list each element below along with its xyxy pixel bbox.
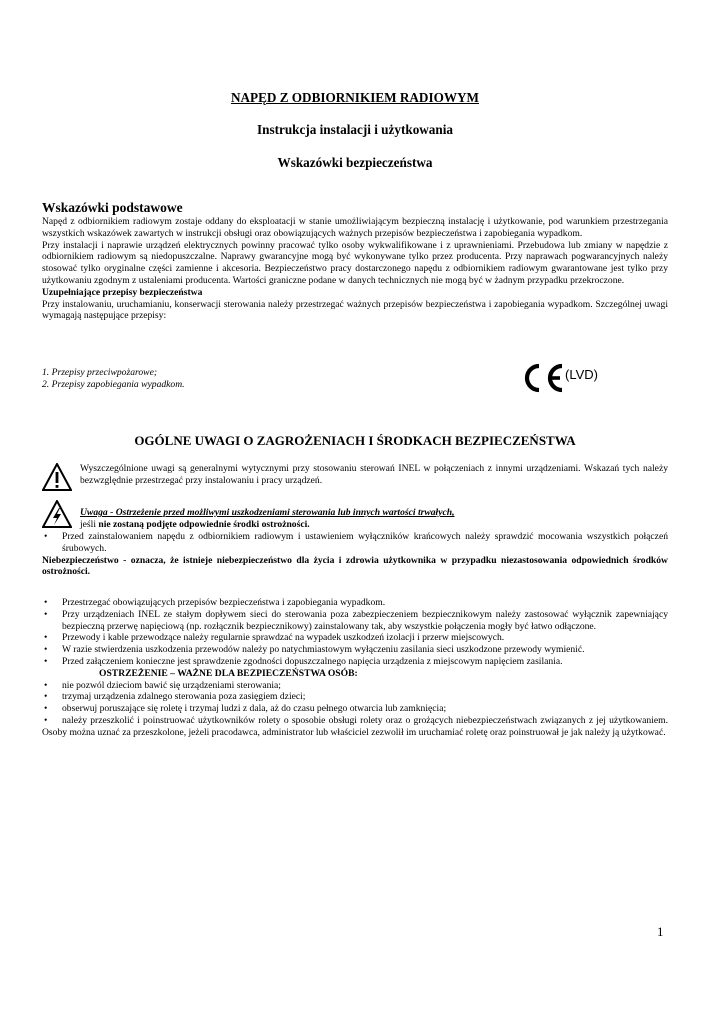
page-number: 1 xyxy=(657,924,664,939)
rule-2: 2. Przepisy zapobiegania wypadkom. xyxy=(42,378,185,390)
persons-bullet-1: • nie pozwól dzieciom bawić się urządzeniami sterowania; xyxy=(42,680,668,692)
safety-bullets xyxy=(42,597,668,739)
persons-last-paragraph: • należy przeszkolić i poinstruować użytkowników rolety o sposobie obsługi rolety oraz o grożących niebezpieczeństwach związanych z jej użytkowaniem. Osoby można uznać za przeszkolone, jeżeli pracodawca, administrator lub właściciel zezwolił im uruchamiać roletę oraz poinstruował je jak należy ją użytkować. xyxy=(42,714,668,738)
persons-bullet-2: • trzymaj urządzenia zdalnego sterowania poza zasięgiem dzieci; xyxy=(42,691,668,703)
safety-bullet-5: • Przed załączeniem konieczne jest sprawdzenie zgodności dopuszczalnego napięcia urządzenia z miejscowym napięciem zasilania. xyxy=(42,656,668,668)
supplementary-heading: Uzupełniające przepisy bezpieczeństwa xyxy=(42,286,203,298)
safety-bullet-2: • Przy urządzeniach INEL ze stałym dopływem sieci do sterowania poza zabezpieczeniem bezpiecznikowym należy zastosować wyłącznik zapewniający bezpieczną przerwę napięciową (np. rozłącznik bezpiecznikowy) zainstalowany tak, aby wszystkie połączenia mogły być łatwo odłączone. xyxy=(42,609,668,633)
general-heading: OGÓLNE UWAGI O ZAGROŻENIACH I ŚRODKACH BEZPIECZEŃSTWA xyxy=(134,433,576,448)
persons-bullet-3: • obserwuj poruszające się roletę i trzymaj ludzi z dala, aż do czasu pełnego otwarcia lub zamknięcia; xyxy=(42,703,668,715)
lvd-label: (LVD) xyxy=(565,367,598,382)
caution-line-1: Uwaga - Ostrzeżenie przed możliwymi uszkodzeniami sterowania lub innych wartości trwałych, xyxy=(80,507,455,518)
rules-list xyxy=(42,367,362,391)
basics-heading: Wskazówki podstawowe xyxy=(42,200,183,215)
general-paragraph: Wyszczególnione uwagi są generalnymi wytycznymi przy stosowaniu sterowań INEL w połączeniach z innymi urządzeniami. Wskazań tych należy bezwzględnie przestrzegać przy instalowaniu i pracy urządzeń. xyxy=(80,463,668,486)
persons-heading: OSTRZEŻENIE – WAŻNE DLA BEZPIECZEŃSTWA OSÓB: xyxy=(99,667,358,679)
basics-paragraph-2: Przy instalacji i naprawie urządzeń elektrycznych powinny pracować tylko osoby wykwalifikowane i z uprawnieniami. Przebudowa lub zmiany w napędzie z odbiornikiem radiowym są niedopuszczalne. Naprawy gwarancyjne mogą być wykonywane tylko przez producenta. Przy naprawach pogwarancyjnych należy stosować tylko oryginalne części zamienne i akcesoria. Bezpieczeństwo pracy dostarczonego napędu z odbiornikiem radiowym gwarantowane jest tylko przy użytkowaniu zgodnym z ustaleniami producenta. Wartości graniczne podane w danych technicznych nie mogą być w żadnym przypadku przekroczone. xyxy=(42,239,668,286)
limit-switch-bullet: • Przed zainstalowaniem napędu z odbiornikiem radiowym i ustawieniem wyłączników krańcowych należy sprawdzić mocowania wszystkich połączeń śrubowych. xyxy=(42,531,668,555)
electric-hazard-icon xyxy=(42,500,72,528)
caution-line-2: jeśli nie zostaną podjęte odpowiednie środki ostrożności. xyxy=(80,518,310,530)
supplementary-paragraph: Przy instalowaniu, uruchamianiu, konserwacji sterowania należy przestrzegać ważnych przepisów bezpieczeństwa i zapobiegania wypadkom. Szczególnej uwagi wymagają następujące przepisy: xyxy=(42,298,668,322)
limit-switch-section xyxy=(42,531,668,578)
rule-1: 1. Przepisy przeciwpożarowe; xyxy=(42,367,158,378)
basics-paragraph-1: Napęd z odbiornikiem radiowym zostaje oddany do eksploatacji w stanie umożliwiającym bezpieczną instalację i użytkowanie, pod warunkiem przestrzegania wszystkich wskazówek zawartych w instrukcji obsługi oraz obowiązujących ważnych przepisów bezpieczeństwa i zapobiegania wypadkom. xyxy=(42,216,668,239)
document-title: NAPĘD Z ODBIORNIKIEM RADIOWYM xyxy=(230,90,479,105)
safety-bullet-4: • W razie stwierdzenia uszkodzenia przewodów należy po natychmiastowym wyłączeniu zasilania sieci uszkodzone przewody wymienić. xyxy=(42,644,668,656)
document-subtitle-2: Wskazówki bezpieczeństwa xyxy=(277,155,433,170)
safety-bullet-3: • Przewody i kable przewodzące należy regularnie sprawdzać na wypadek uszkodzeń izolacji i przerw miejscowych. xyxy=(42,632,668,644)
danger-note: Niebezpieczeństwo - oznacza, że istnieje niebezpieczeństwo dla życia i zdrowia użytkownika w przypadku niezastosowania odpowiednich środków ostrożności. xyxy=(42,554,668,578)
basics-section xyxy=(42,216,668,322)
warning-triangle-icon xyxy=(42,463,72,491)
caution-note xyxy=(80,507,668,531)
document-subtitle-1: Instrukcja instalacji i użytkowania xyxy=(257,122,453,137)
safety-bullet-1: • Przestrzegać obowiązujących przepisów bezpieczeństwa i zapobiegania wypadkom. xyxy=(42,597,668,609)
